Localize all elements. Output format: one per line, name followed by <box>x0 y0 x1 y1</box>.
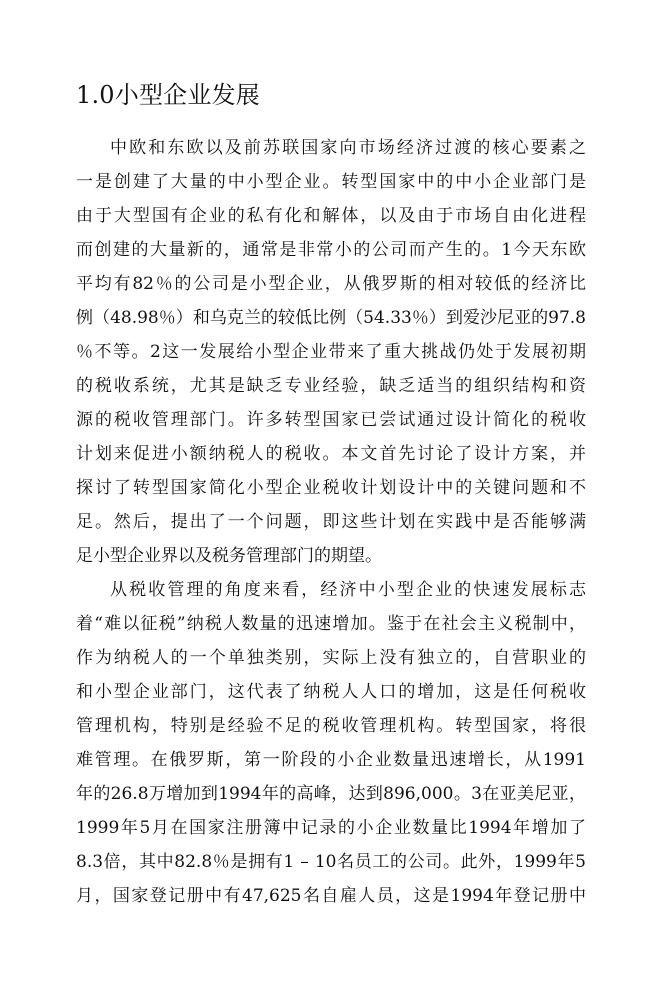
document-page <box>76 78 586 913</box>
text-line: 平均有82％的公司是小型企业，从俄罗斯的相对较低的经济比 <box>76 274 586 294</box>
text-line: 1999年5月在国家注册簿中记录的小企业数量比1994年增加了 <box>76 818 586 838</box>
text-line: 而创建的大量新的，通常是非常小的公司而产生的。1今天东欧 <box>76 240 586 260</box>
text-line: 一是创建了大量的中小型企业。转型国家中的中小企业部门是 <box>76 172 586 192</box>
text-line: 着“难以征税”纳税人数量的迅速增加。鉴于在社会主义税制中， <box>76 614 586 634</box>
text-line: 管理机构，特别是经验不足的税收管理机构。转型国家，将很 <box>76 716 586 736</box>
text-line: 8.3倍，其中82.8％是拥有1 – 10名员工的公司。此外，1999年5 <box>76 852 586 872</box>
text-line: 难管理。在俄罗斯，第一阶段的小企业数量迅速增长，从1991 <box>76 750 586 770</box>
text-line: 由于大型国有企业的私有化和解体，以及由于市场自由化进程 <box>76 206 586 226</box>
text-line: 计划来促进小额纳税人的税收。本文首先讨论了设计方案，并 <box>76 444 586 464</box>
text-line: 的税收系统，尤其是缺乏专业经验，缺乏适当的组织结构和资 <box>76 376 586 396</box>
text-line: 探讨了转型国家简化小型企业税收计划设计中的关键问题和不 <box>76 478 586 498</box>
text-line: 和小型企业部门，这代表了纳税人人口的增加，这是任何税收 <box>76 682 586 702</box>
text-line: ％不等。2这一发展给小型企业带来了重大挑战仍处于发展初期 <box>76 342 586 362</box>
text-line: 源的税收管理部门。许多转型国家已尝试通过设计简化的税收 <box>76 410 586 430</box>
text-line: 足。然后，提出了一个问题，即这些计划在实践中是否能够满 <box>76 512 586 532</box>
text-line: 从税收管理的角度来看，经济中小型企业的快速发展标志 <box>110 580 586 600</box>
text-line: 年的26.8万增加到1994年的高峰，达到896,000。3在亚美尼亚， <box>76 784 586 804</box>
text-line: 中欧和东欧以及前苏联国家向市场经济过渡的核心要素之 <box>110 138 586 158</box>
section-title: 1.0小型企业发展 <box>76 81 260 109</box>
text-line: 月，国家登记册中有47,625名自雇人员，这是1994年登记册中 <box>76 886 586 906</box>
body-text <box>76 131 586 913</box>
text-line: 作为纳税人的一个单独类别，实际上没有独立的，自营职业的 <box>76 648 586 668</box>
text-line: 例（48.98％）和乌克兰的较低比例（54.33％）到爱沙尼亚的97.8 <box>76 308 586 328</box>
text-line: 足小型企业界以及税务管理部门的期望。 <box>76 546 382 566</box>
